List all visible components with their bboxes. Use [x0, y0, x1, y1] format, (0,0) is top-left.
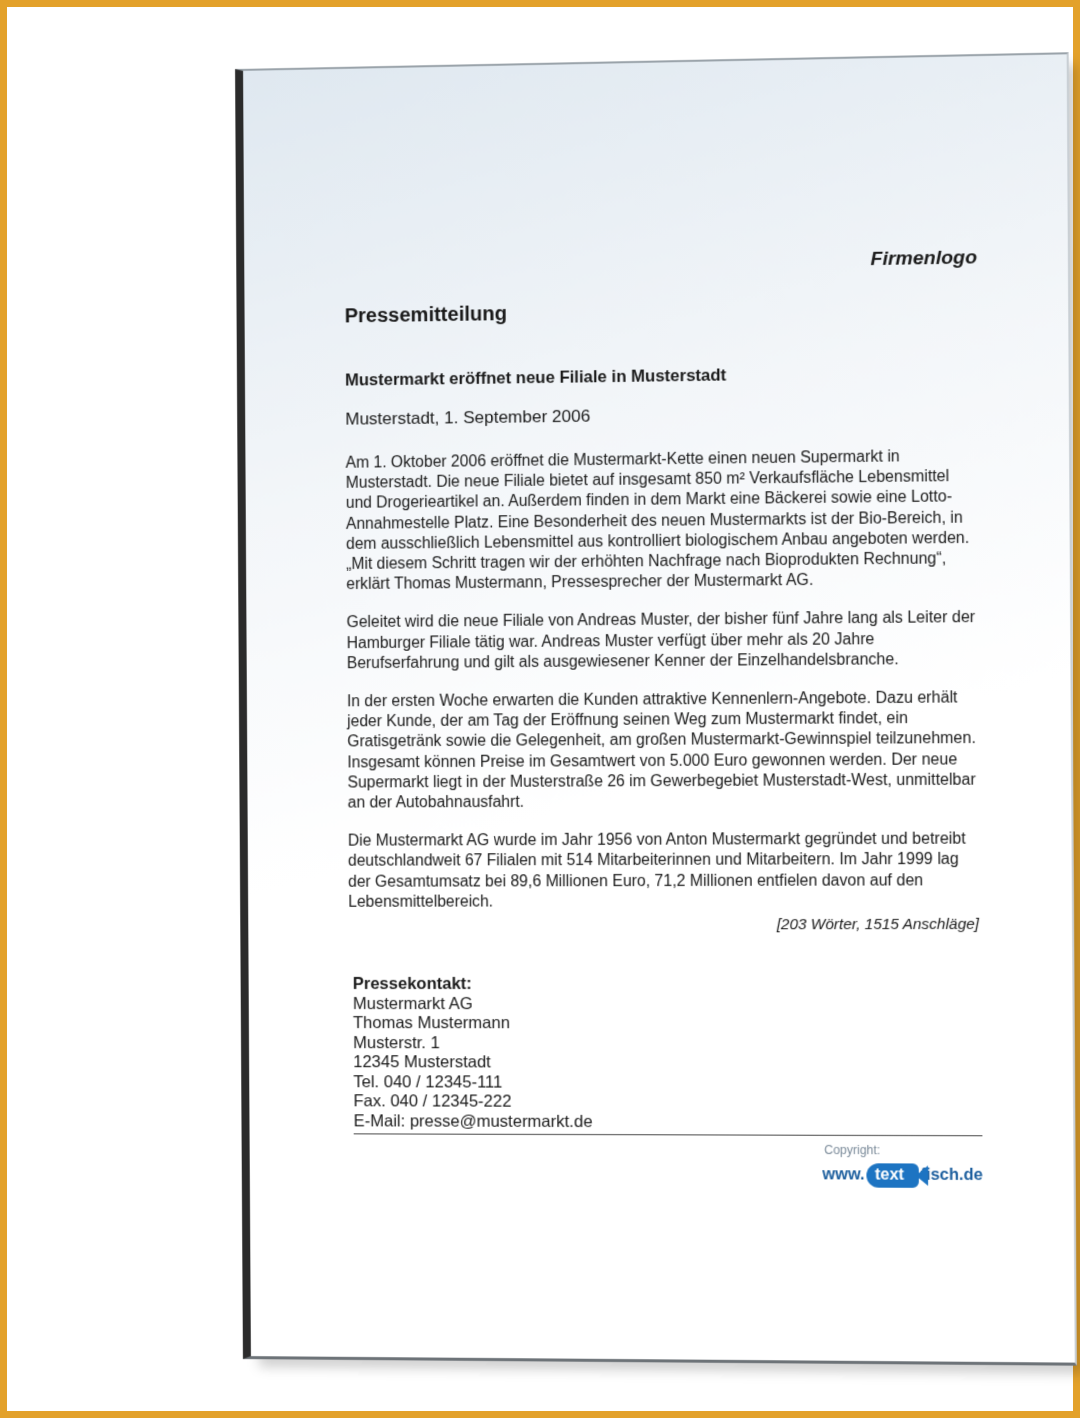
document-title: Pressemitteilung	[344, 302, 508, 328]
dateline: Musterstadt, 1. September 2006	[345, 406, 591, 429]
contact-city: 12345 Musterstadt	[353, 1053, 491, 1072]
copyright-label: Copyright:	[824, 1142, 881, 1158]
footer-divider	[354, 1133, 983, 1136]
contact-heading: Pressekontakt:	[352, 974, 472, 994]
paragraph: In der ersten Woche erwarten die Kunden attraktive Kennenlern-Angebote. Dazu erhält jeder Kunde, der am Tag der Eröffnung seinen Weg zum Mustermarkt findet, ein Gratisgetränk sowie die Gelegenheit, am großen Mustermarkt-Gewinnspiel teilzunehmen. Insgesamt können Preise im Gesamtwert von 5.000 Euro gewonnen werden. Der neue Supermarkt liegt in der Musterstraße 26 im Gewerbegebiet Musterstadt-West, unmittelbar an der Autobahnausfahrt.	[346, 689, 976, 812]
word-count-note: [203 Wörter, 1515 Anschläge]	[776, 915, 980, 934]
contact-phone: Tel. 040 / 12345-111	[353, 1072, 503, 1092]
paragraph: Am 1. Oktober 2006 eröffnet die Mustermarkt-Kette einen neuen Supermarkt in Musterstadt. Die neue Filiale bietet auf insgesamt 850 m² Verkaufsfläche Lebensmittel und Drogerieartikel an. Außerdem finden in dem Markt eine Bäckerei sowie eine Lotto-Annahmestelle Platz. Eine Besonderheit des neuen Mustermarkts ist der Bio-Bereich, in dem ausschließlich Lebensmittel aus kontrolliert biologischem Anbau angeboten werden. „Mit diesem Schritt tragen wir der erhöhten Nachfrage nach Bioprodukten Rechnung“, erklärt Thomas Mustermann, Pressesprecher der Mustermarkt AG.	[345, 448, 970, 594]
press-body	[346, 446, 980, 931]
contact-person: Thomas Mustermann	[352, 1014, 511, 1033]
paragraph: Die Mustermarkt AG wurde im Jahr 1956 von Anton Mustermarkt gegründet und betreibt deutschlandweit 67 Filialen mit 514 Mitarbeiterinnen und Mitarbeitern. Im Jahr 1999 lag der Gesamtumsatz bei 89,6 Millionen Euro, 71,2 Millionen entfielen davon auf den Lebensmittelbereich.	[347, 830, 966, 911]
document-page	[235, 52, 1077, 1365]
company-logo-placeholder: Firmenlogo	[870, 247, 978, 271]
contact-fax: Fax. 040 / 12345-222	[353, 1092, 512, 1111]
brand-fish-text: text	[874, 1166, 905, 1184]
copyright-block	[814, 1142, 983, 1204]
contact-email: E-Mail: presse@mustermarkt.de	[353, 1111, 593, 1131]
paragraph: Geleitet wird die neue Filiale von Andreas Muster, der bisher fünf Jahre lang als Leiter der Hamburger Filiale tätig war. Andreas Muster verfügt über mehr als 20 Jahre Berufserfahrung und gilt als ausgewiesener Kenner der Einzelhandelsbranche.	[346, 609, 976, 673]
press-contact-block	[353, 975, 593, 1132]
contact-company: Mustermarkt AG	[352, 994, 473, 1013]
contact-street: Musterstr. 1	[353, 1033, 440, 1052]
textfisch-logo	[822, 1161, 983, 1190]
brand-prefix: www.	[822, 1166, 865, 1184]
press-headline: Mustermarkt eröffnet neue Filiale in Musterstadt	[345, 366, 727, 390]
brand-suffix: fisch.de	[920, 1166, 983, 1185]
fish-icon	[867, 1163, 919, 1188]
document-preview	[235, 52, 1077, 1365]
